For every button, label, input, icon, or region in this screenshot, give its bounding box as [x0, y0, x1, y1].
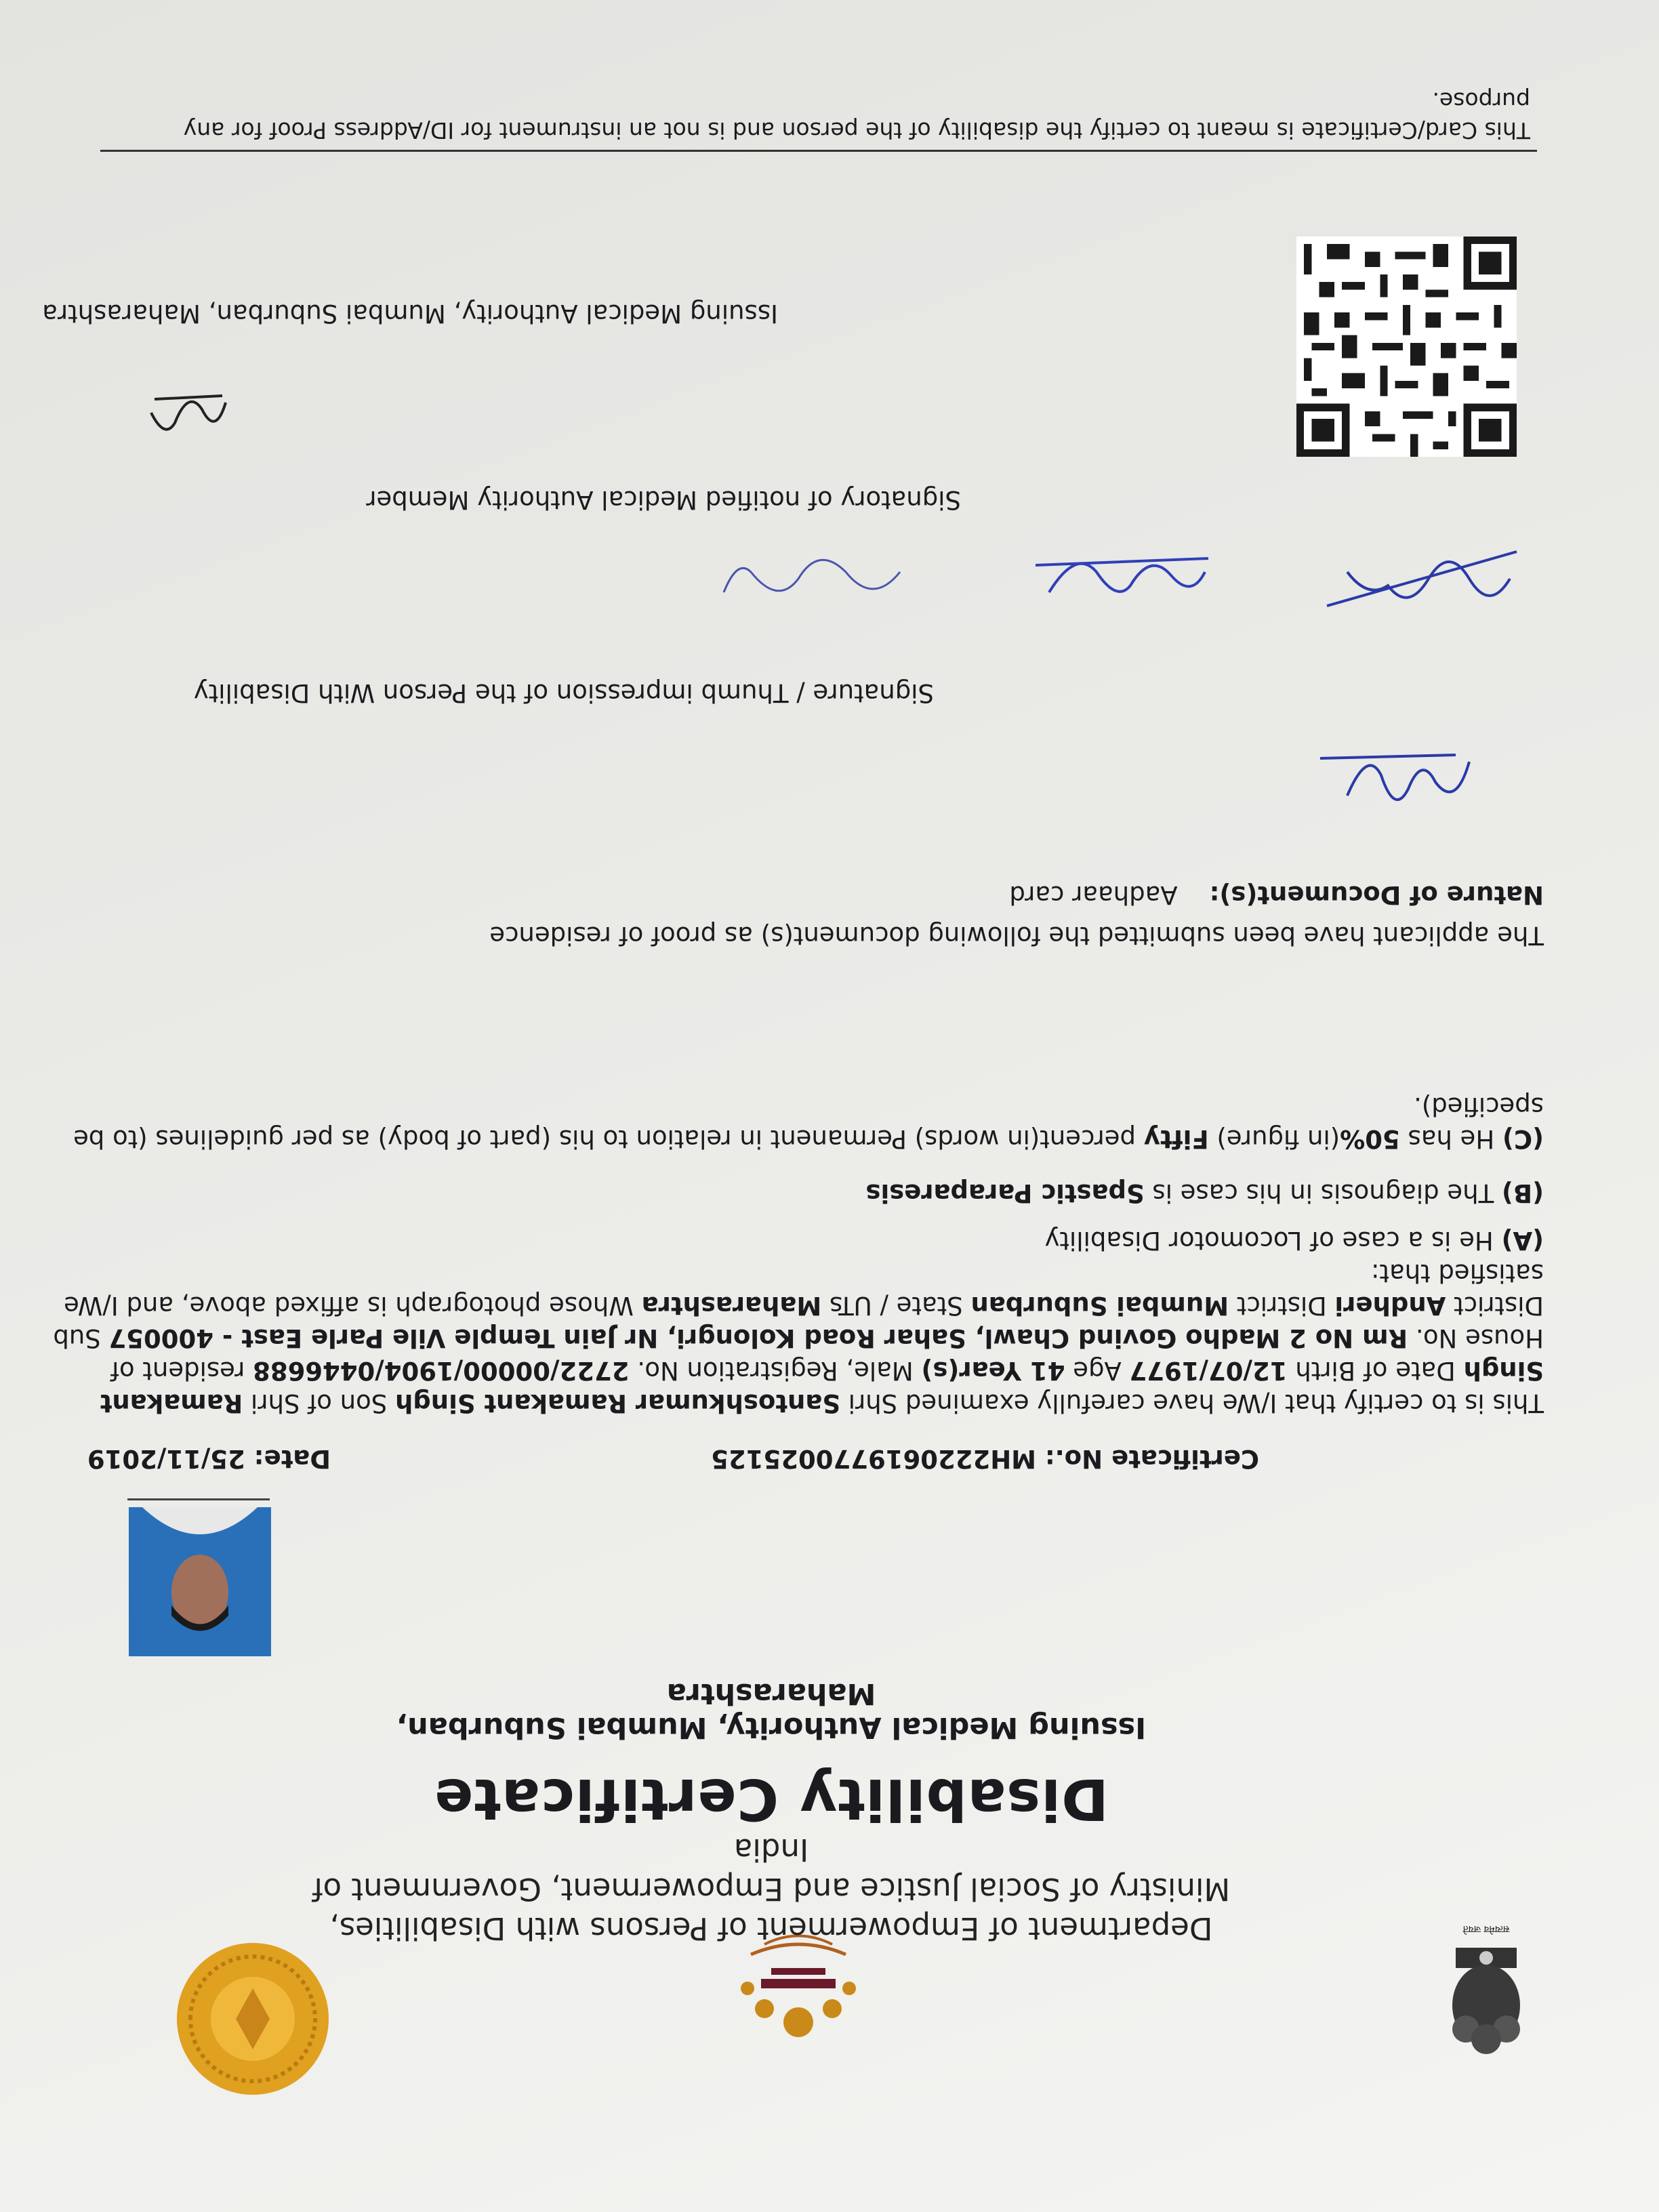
text: Whose photograph is affixed above, and I/We satisfied that: [64, 1258, 1544, 1320]
clause-text: percent(in words) Permanent in relation to his (part of body) as per guidelines (to be specified). [73, 1092, 1544, 1153]
text: This is to certify that I/We have carefully examined Shri [840, 1389, 1544, 1418]
certification-paragraph [33, 1256, 1544, 1419]
state: Maharashtra [641, 1291, 822, 1320]
gold-seal [175, 1941, 331, 2097]
document-label: Nature of Document(s): [1209, 880, 1544, 909]
applicant-signature-label: Signature / Thumb impression of the Person With Disability [193, 678, 934, 708]
district: Mumbai Suburban [970, 1291, 1229, 1320]
registration-number: 2722/00000/1904/0446688 [253, 1356, 630, 1385]
issuing-authority-label: Issuing Medical Authority, Mumbai Suburban, Maharashtra [42, 299, 778, 328]
national-emblem [1435, 1921, 1537, 2070]
person-photo-icon [129, 1507, 271, 1656]
clause-text: (in figure) [1208, 1124, 1340, 1153]
photo-underline [127, 1498, 270, 1500]
clause-b [33, 1176, 1544, 1209]
text: Sub District [53, 1291, 1544, 1353]
qr-code [1296, 237, 1517, 457]
document-nature [33, 878, 1544, 911]
sub-district: Andheri [1334, 1291, 1446, 1320]
age: 41 Year(s) [921, 1356, 1065, 1385]
applicant-signature [1307, 735, 1483, 823]
sugamya-logo [724, 1927, 873, 2063]
clause-a [33, 1224, 1544, 1256]
diagnosis: Spastic Paraparesis [865, 1179, 1145, 1208]
ashoka-emblem-icon [1435, 1941, 1537, 2070]
text: resident of House No. [110, 1324, 1544, 1385]
accessible-india-logo-icon [724, 1927, 873, 2063]
father-name: Ramakant Singh [100, 1356, 1544, 1418]
text: State / UTs [821, 1291, 971, 1320]
clause-label: (A) [1501, 1226, 1544, 1255]
certificate-number-label: Certificate No.: [1044, 1444, 1259, 1473]
department-block [290, 1830, 1252, 1948]
member-signature-label: Signatory of notified Medical Authority Member [366, 485, 961, 514]
text: Son of Shri [243, 1389, 395, 1418]
member-signature-3 [710, 531, 914, 619]
clause-c [33, 1090, 1544, 1155]
text: Date of Birth [1287, 1356, 1464, 1385]
certificate-title: Disability Certificate [434, 1766, 1109, 1832]
clause-text: He has [1399, 1124, 1503, 1153]
house-address: Rm No 2 Madho Govind Chawl, Sahar Road Kolongri, Nr Jain Temple Vile Parle East - 400057 [108, 1324, 1408, 1353]
date-of-birth: 12/07/1977 [1129, 1356, 1288, 1385]
member-signature-2 [1022, 538, 1218, 613]
text: Male, Registration No. [629, 1356, 922, 1385]
issuing-authority-signature [141, 382, 236, 450]
applicant-photo [129, 1507, 271, 1656]
certificate-date-label: Date: [253, 1444, 331, 1473]
certificate-number-value: MH2220619770025125 [711, 1444, 1037, 1473]
emblem-caption: सत्यमेव जयते [1462, 1923, 1510, 1934]
document-value: Aadhaar card [1009, 880, 1178, 909]
disability-percent: 50% [1340, 1124, 1400, 1153]
footer-rule [100, 150, 1537, 152]
certificate-number [711, 1444, 1259, 1473]
applicant-name: Santoshkumar Ramakant Singh [394, 1389, 840, 1418]
member-signature-1 [1320, 538, 1523, 619]
certificate-date [87, 1444, 331, 1473]
clause-text: The diagnosis in his case is [1144, 1179, 1502, 1208]
seal-icon [175, 1941, 331, 2097]
certificate-date-value: 25/11/2019 [87, 1444, 245, 1473]
certificate-subtitle: Issuing Medical Authority, Mumbai Suburban, Maharashtra [396, 1677, 1147, 1744]
clause-label: (C) [1502, 1124, 1544, 1153]
text: Age [1065, 1356, 1130, 1385]
department-line-1: Department of Empowerment of Persons with Disabilities, [329, 1910, 1213, 1946]
department-line-2: Ministry of Social Justice and Empowerment, Government of India [312, 1832, 1231, 1907]
residence-proof-text: The applicant have been submitted the following document(s) as proof of residence [489, 921, 1544, 950]
disability-percent-words: Fifty [1143, 1124, 1209, 1153]
footer-disclaimer: This Card/Certificate is meant to certify the disability of the person and is not an instrument for ID/Address Proof for any purpose. [183, 87, 1530, 144]
clause-text: He is a case of Locomotor Disability [1044, 1226, 1502, 1255]
clause-label: (B) [1501, 1179, 1544, 1208]
text: District [1229, 1291, 1335, 1320]
